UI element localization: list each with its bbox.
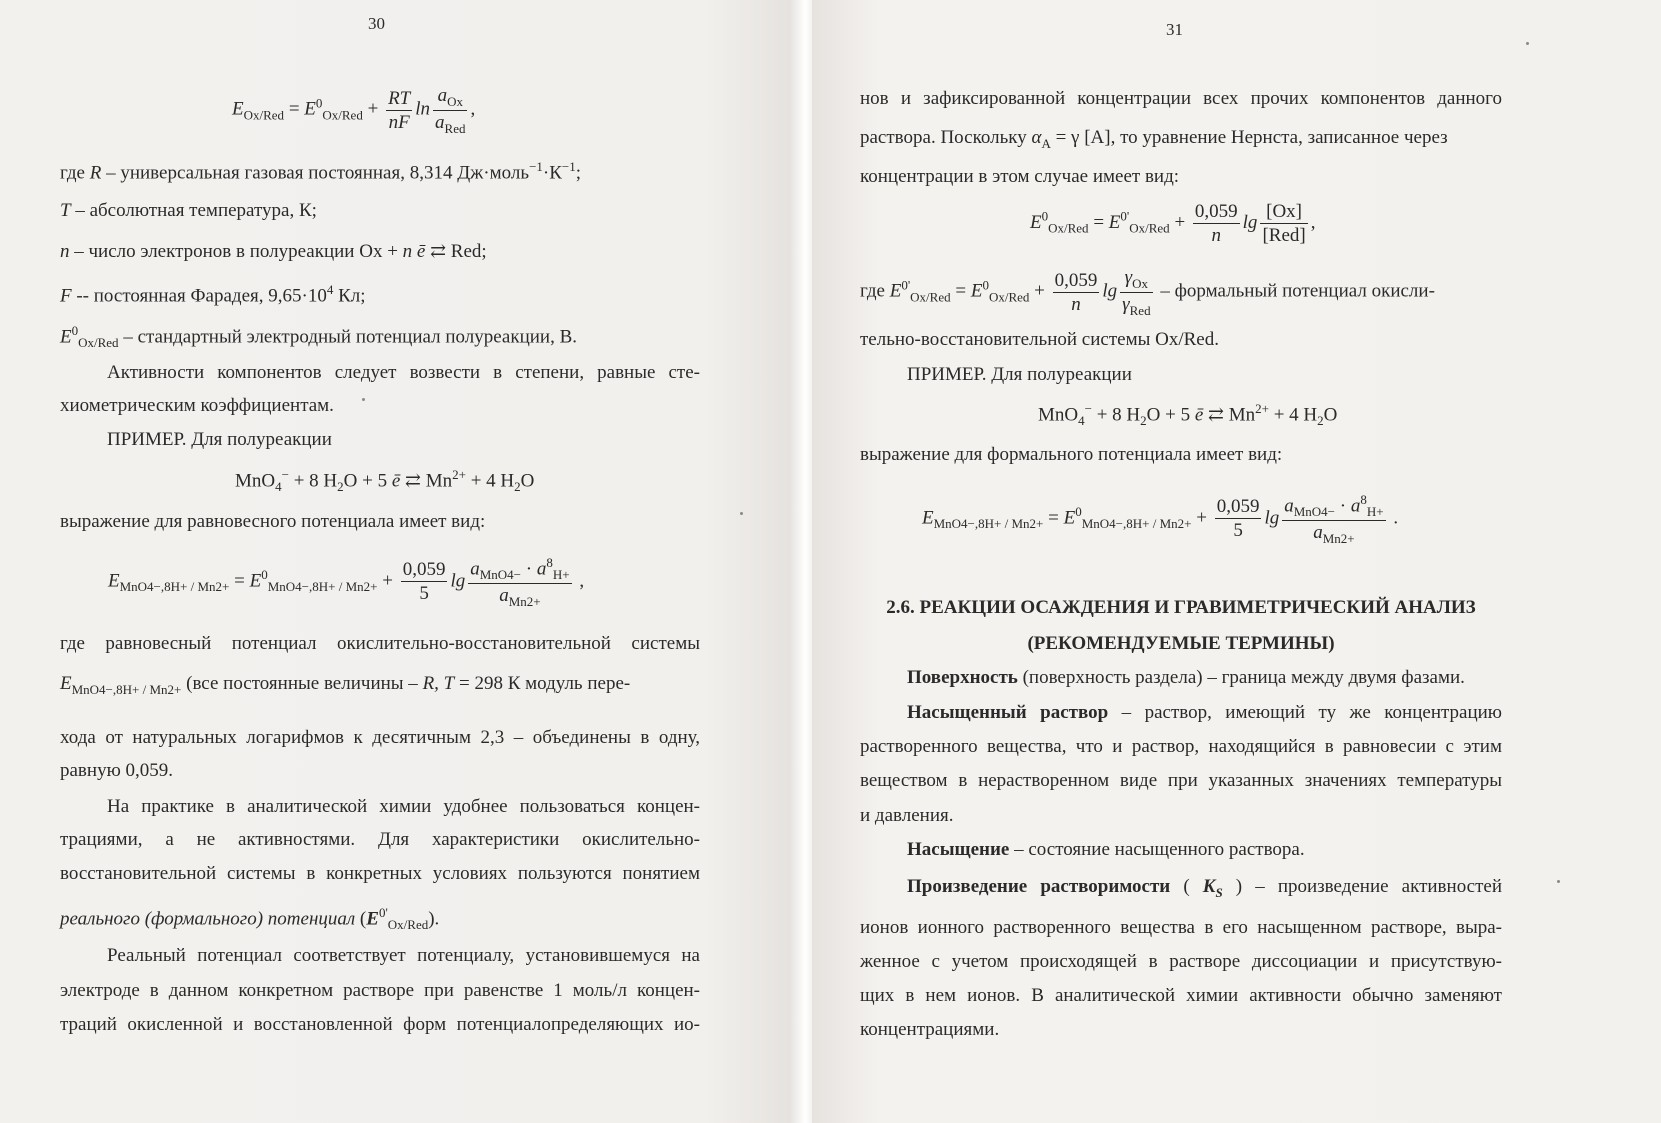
paragraph-line: трациями, а не активностями. Для характеристики окислительно-	[60, 829, 700, 850]
equilibrium-potential-equation: $E_{MnO4-,8H+ / Mn2+} = E^0_{MnO4-,8H+ / Mn2+}$ + $\frac{0,059}{5}$ lg $\frac{a_{MnO4-} \cdot a^8_{H+}}{a_{Mn2+}}$ ,	[108, 555, 585, 609]
print-speck	[1557, 880, 1560, 883]
nernst-equation: $E_{Ox/Red} = E^0_{Ox/Red}$ + $\frac{RT}{nF}$ ln $\frac{a_{Ox}}{a_{Red}}$ ,	[232, 85, 476, 136]
definition-r: где R – универсальная газовая постоянная, 8,314 $Дж\cdot моль^{-1}\cdot К^{-1}$;	[60, 159, 582, 184]
reaction-equation: MnO$_4$− + 8 $H_2O + 5$ ē ⇄ $Mn^{2+} + 4$ $H_2O$	[235, 467, 535, 495]
print-speck	[362, 398, 365, 401]
section-heading: 2.6. РЕАКЦИИ ОСАЖДЕНИЯ И ГРАВИМЕТРИЧЕСКИЙ АНАЛИЗ	[886, 597, 1476, 618]
paragraph-line: нов и зафиксированной концентрации всех прочих компонентов данного	[860, 88, 1502, 109]
right-page	[812, 0, 1661, 1123]
paragraph-line: хода от натуральных логарифмов к десятичным 2,3 – объединены в одну,	[60, 727, 700, 748]
paragraph-line: веществом в нерастворенном виде при указанных значениях температуры	[860, 770, 1502, 791]
paragraph-line: щих в нем ионов. В аналитической химии активности обычно заменяют	[860, 985, 1502, 1006]
formal-potential-equation: $E_{MnO4-,8H+ / Mn2+} = E^0_{MnO4-,8H+ / Mn2+}$ + $\frac{0,059}{5}$ lg $\frac{a_{MnO4-} \cdot a^8_{H+}}{a_{Mn2+}}$ .	[922, 492, 1399, 546]
term-saturation: Насыщение – состояние насыщенного раствора.	[907, 839, 1305, 860]
paragraph-line: ионов ионного растворенного вещества в его насыщенном растворе, выра-	[860, 917, 1502, 938]
definition-t: T – абсолютная температура, К;	[60, 200, 317, 221]
paragraph-line: Реальный потенциал соответствует потенциалу, установившемуся на	[107, 945, 700, 966]
paragraph-line: раствора. Поскольку $\alpha_A = \gamma$ [A], то уравнение Нернста, записанное через	[860, 127, 1448, 151]
definition-e0: $E^0_{Ox/Red}$ – стандартный электродный потенциал полуреакции, В.	[60, 323, 577, 351]
definition-f: F -- постоянная Фарадея, $9,65\cdot 10^4$ Кл;	[60, 282, 366, 307]
term-saturated-solution: Насыщенный раствор – раствор, имеющий ту же концентрацию	[907, 702, 1502, 723]
paragraph-line: хиометрическим коэффициентам.	[60, 395, 334, 416]
paragraph-line: выражение для равновесного потенциала имеет вид:	[60, 511, 486, 532]
paragraph-line: концентрациями.	[860, 1019, 1000, 1040]
definition-n: n – число электронов в полуреакции Ox + n ē ⇄ Red;	[60, 241, 487, 262]
formal-nernst-equation: $E^0_{Ox/Red} = E^{0'}_{Ox/Red}$ + $\frac{0,059}{n}$ lg $\frac{[Ox]}{\text{[Red]}}$ ,	[1030, 201, 1316, 246]
term-surface: Поверхность (поверхность раздела) – граница между двумя фазами.	[907, 667, 1465, 688]
page-number: 30	[368, 14, 385, 33]
paragraph-line: женное с учетом происходящей в растворе диссоциации и присутствую-	[860, 951, 1502, 972]
reaction-equation: MnO$_4$− + 8 $H_2O + 5$ ē ⇄ $Mn^{2+} + 4$ $H_2O$	[1038, 401, 1338, 429]
paragraph-line: электроде в данном конкретном растворе при равенстве 1 моль/л концен-	[60, 980, 700, 1001]
page-number: 31	[1166, 20, 1183, 39]
term-solubility-product: Произведение растворимости ( $K_S$ ) – произведение активностей	[907, 876, 1503, 900]
paragraph-line: На практике в аналитической химии удобнее пользоваться концен-	[107, 796, 700, 817]
paragraph-line: траций окисленной и восстановленной форм потенциалопределяющих ио-	[60, 1014, 700, 1035]
paragraph-line: выражение для формального потенциала имеет вид:	[860, 444, 1283, 465]
print-speck	[740, 512, 743, 515]
paragraph-line: и давления.	[860, 805, 954, 826]
left-page	[0, 0, 800, 1123]
example-title: ПРИМЕР. Для полуреакции	[907, 364, 1132, 385]
print-speck	[1526, 42, 1529, 45]
example-title: ПРИМЕР. Для полуреакции	[107, 429, 332, 450]
section-subheading: (РЕКОМЕНДУЕМЫЕ ТЕРМИНЫ)	[1027, 633, 1335, 654]
paragraph-line: растворенного вещества, что и раствор, находящийся в равновесии с этим	[860, 736, 1502, 757]
paragraph-line: концентрации в этом случае имеет вид:	[860, 166, 1180, 187]
paragraph-line: $E_{MnO4-,8H+ / Mn2+}$ (все постоянные величины – R, T = 298 К модуль пере-	[60, 673, 631, 697]
paragraph-line: равную 0,059.	[60, 760, 174, 781]
paragraph-line: Активности компонентов следует возвести в степени, равные сте-	[107, 362, 700, 383]
paragraph-line: реального (формального) потенциал $(E^{0'}_{Ox/Red})$.	[60, 905, 440, 933]
paragraph-line: восстановительной системы в конкретных условиях пользуются понятием	[60, 863, 700, 884]
paragraph-line: тельно-восстановительной системы Ox/Red.	[860, 329, 1219, 350]
formal-potential-definition: где $E^{0'}_{Ox/Red} = E^0_{Ox/Red}$ + $\frac{0,059}{n}$ lg $\frac{\gamma_{Ox}}{\gamma_{Red}}$ – формальный потенциал окисли-	[860, 267, 1435, 318]
paragraph-line: где равновесный потенциал окислительно-восстановительной системы	[60, 633, 700, 654]
